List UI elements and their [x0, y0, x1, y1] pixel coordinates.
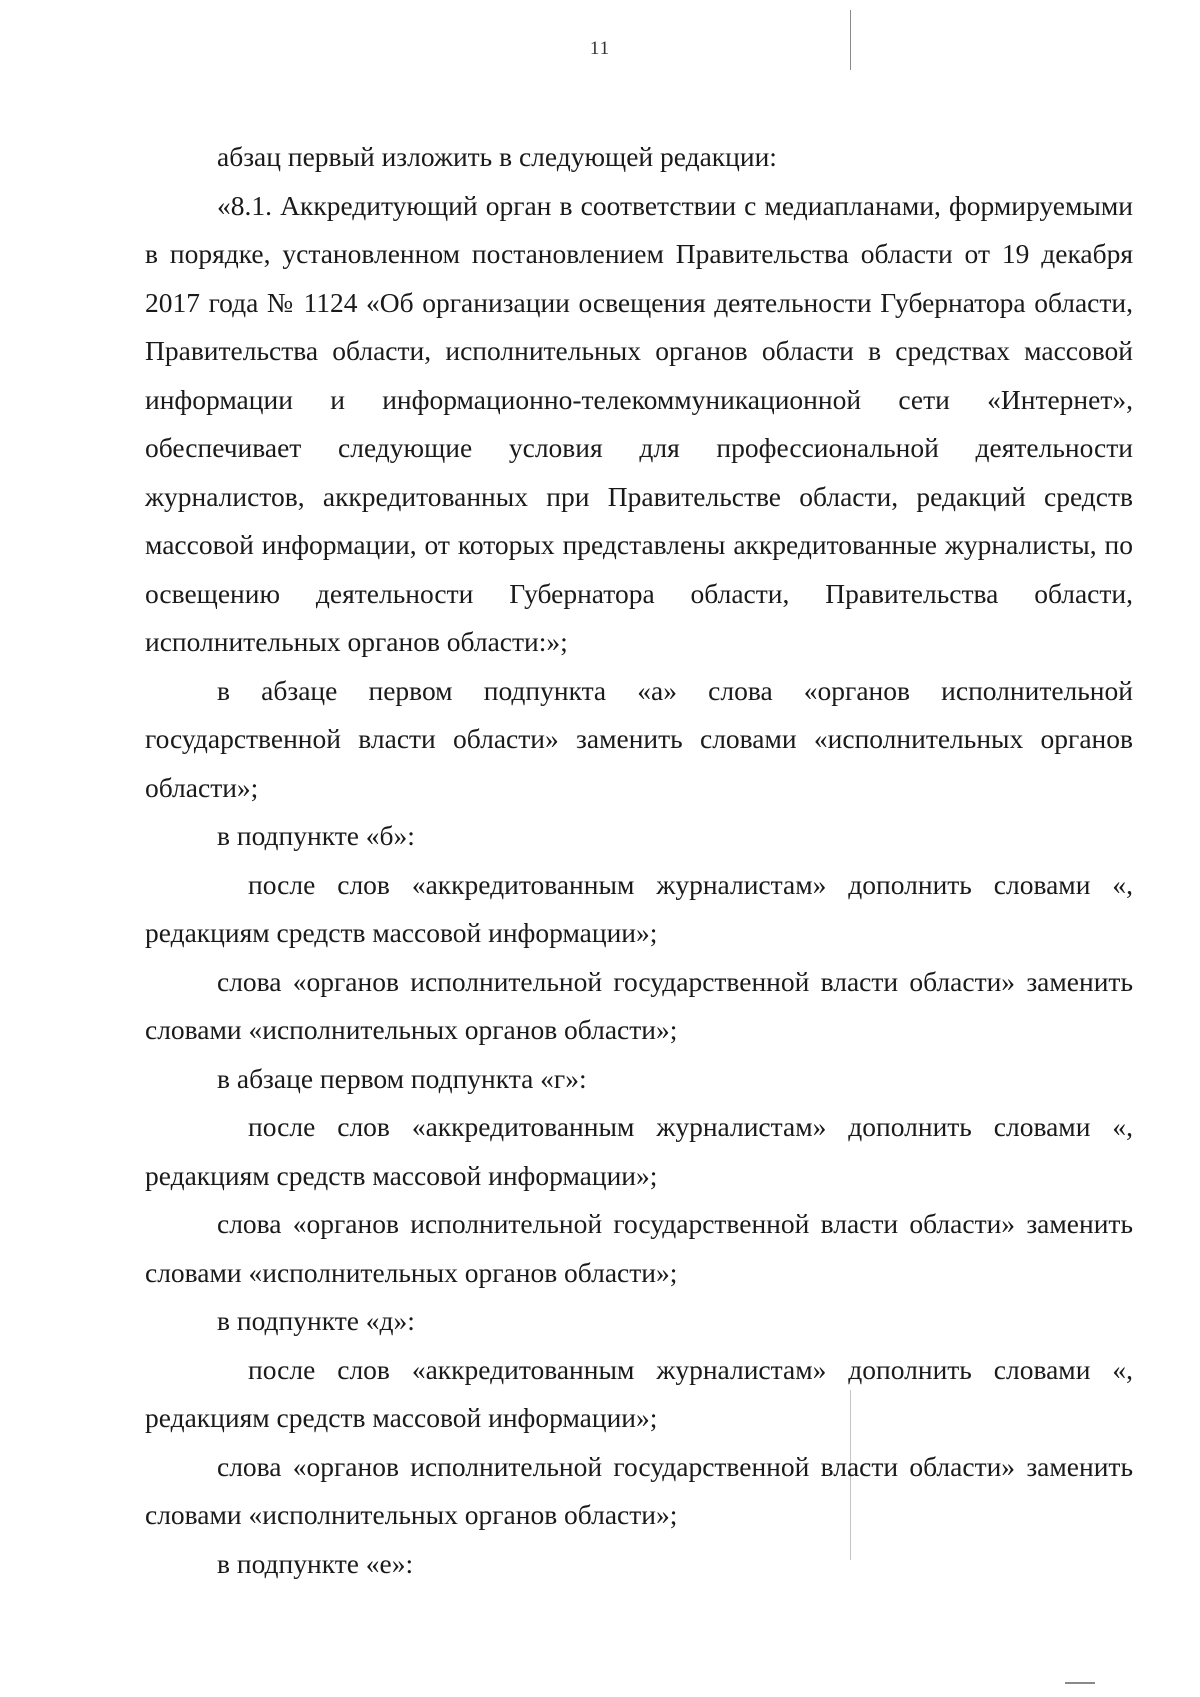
paragraph: в подпункте «е»:: [217, 1547, 414, 1579]
paragraph: слова «органов исполнительной государственной власти области» заменить словами «исполнительных органов области»;: [145, 1208, 1133, 1288]
paragraph: слова «органов исполнительной государственной власти области» заменить словами «исполнительных органов области»;: [145, 965, 1133, 1045]
document-body: [145, 133, 1133, 1588]
paragraph: абзац первый изложить в следующей редакции:: [217, 141, 777, 172]
scan-edge-mark: [1065, 1682, 1095, 1684]
paragraph: в подпункте «д»:: [217, 1305, 415, 1336]
paragraph: в абзаце первом подпункта «а» слова «органов исполнительной государственной власти области» заменить словами «исполнительных органов области»;: [145, 674, 1133, 803]
paragraph: в абзаце первом подпункта «г»:: [217, 1062, 587, 1094]
paragraph: слова «органов исполнительной государственной власти области» заменить словами «исполнительных органов области»;: [145, 1450, 1133, 1530]
paragraph: после слов «аккредитованным журналистам» дополнить словами «, редакциям средств массовой информации»;: [145, 868, 1133, 948]
paragraph: «8.1. Аккредитующий орган в соответствии с медиапланами, формируемыми в порядке, установленном постановлением Правительства области от 19 декабря 2017 года № 1124 «Об организации освещения деятельности Губернатора области, Правительства области, исполнительных органов области в средствах массовой информации и информационно-телекоммуникационной сети «Интернет», обеспечивает следующие условия для профессиональной деятельности журналистов, аккредитованных при Правительстве области, редакций средств массовой информации, от которых представлены аккредитованные журналисты, по освещению деятельности Губернатора области, Правительства области, исполнительных органов области:»;: [145, 189, 1133, 657]
paragraph: после слов «аккредитованным журналистам» дополнить словами «, редакциям средств массовой информации»;: [145, 1353, 1133, 1433]
paragraph: после слов «аккредитованным журналистам» дополнить словами «, редакциям средств массовой информации»;: [145, 1111, 1133, 1191]
page-number: 11: [589, 38, 611, 59]
paragraph: в подпункте «б»:: [217, 820, 415, 851]
